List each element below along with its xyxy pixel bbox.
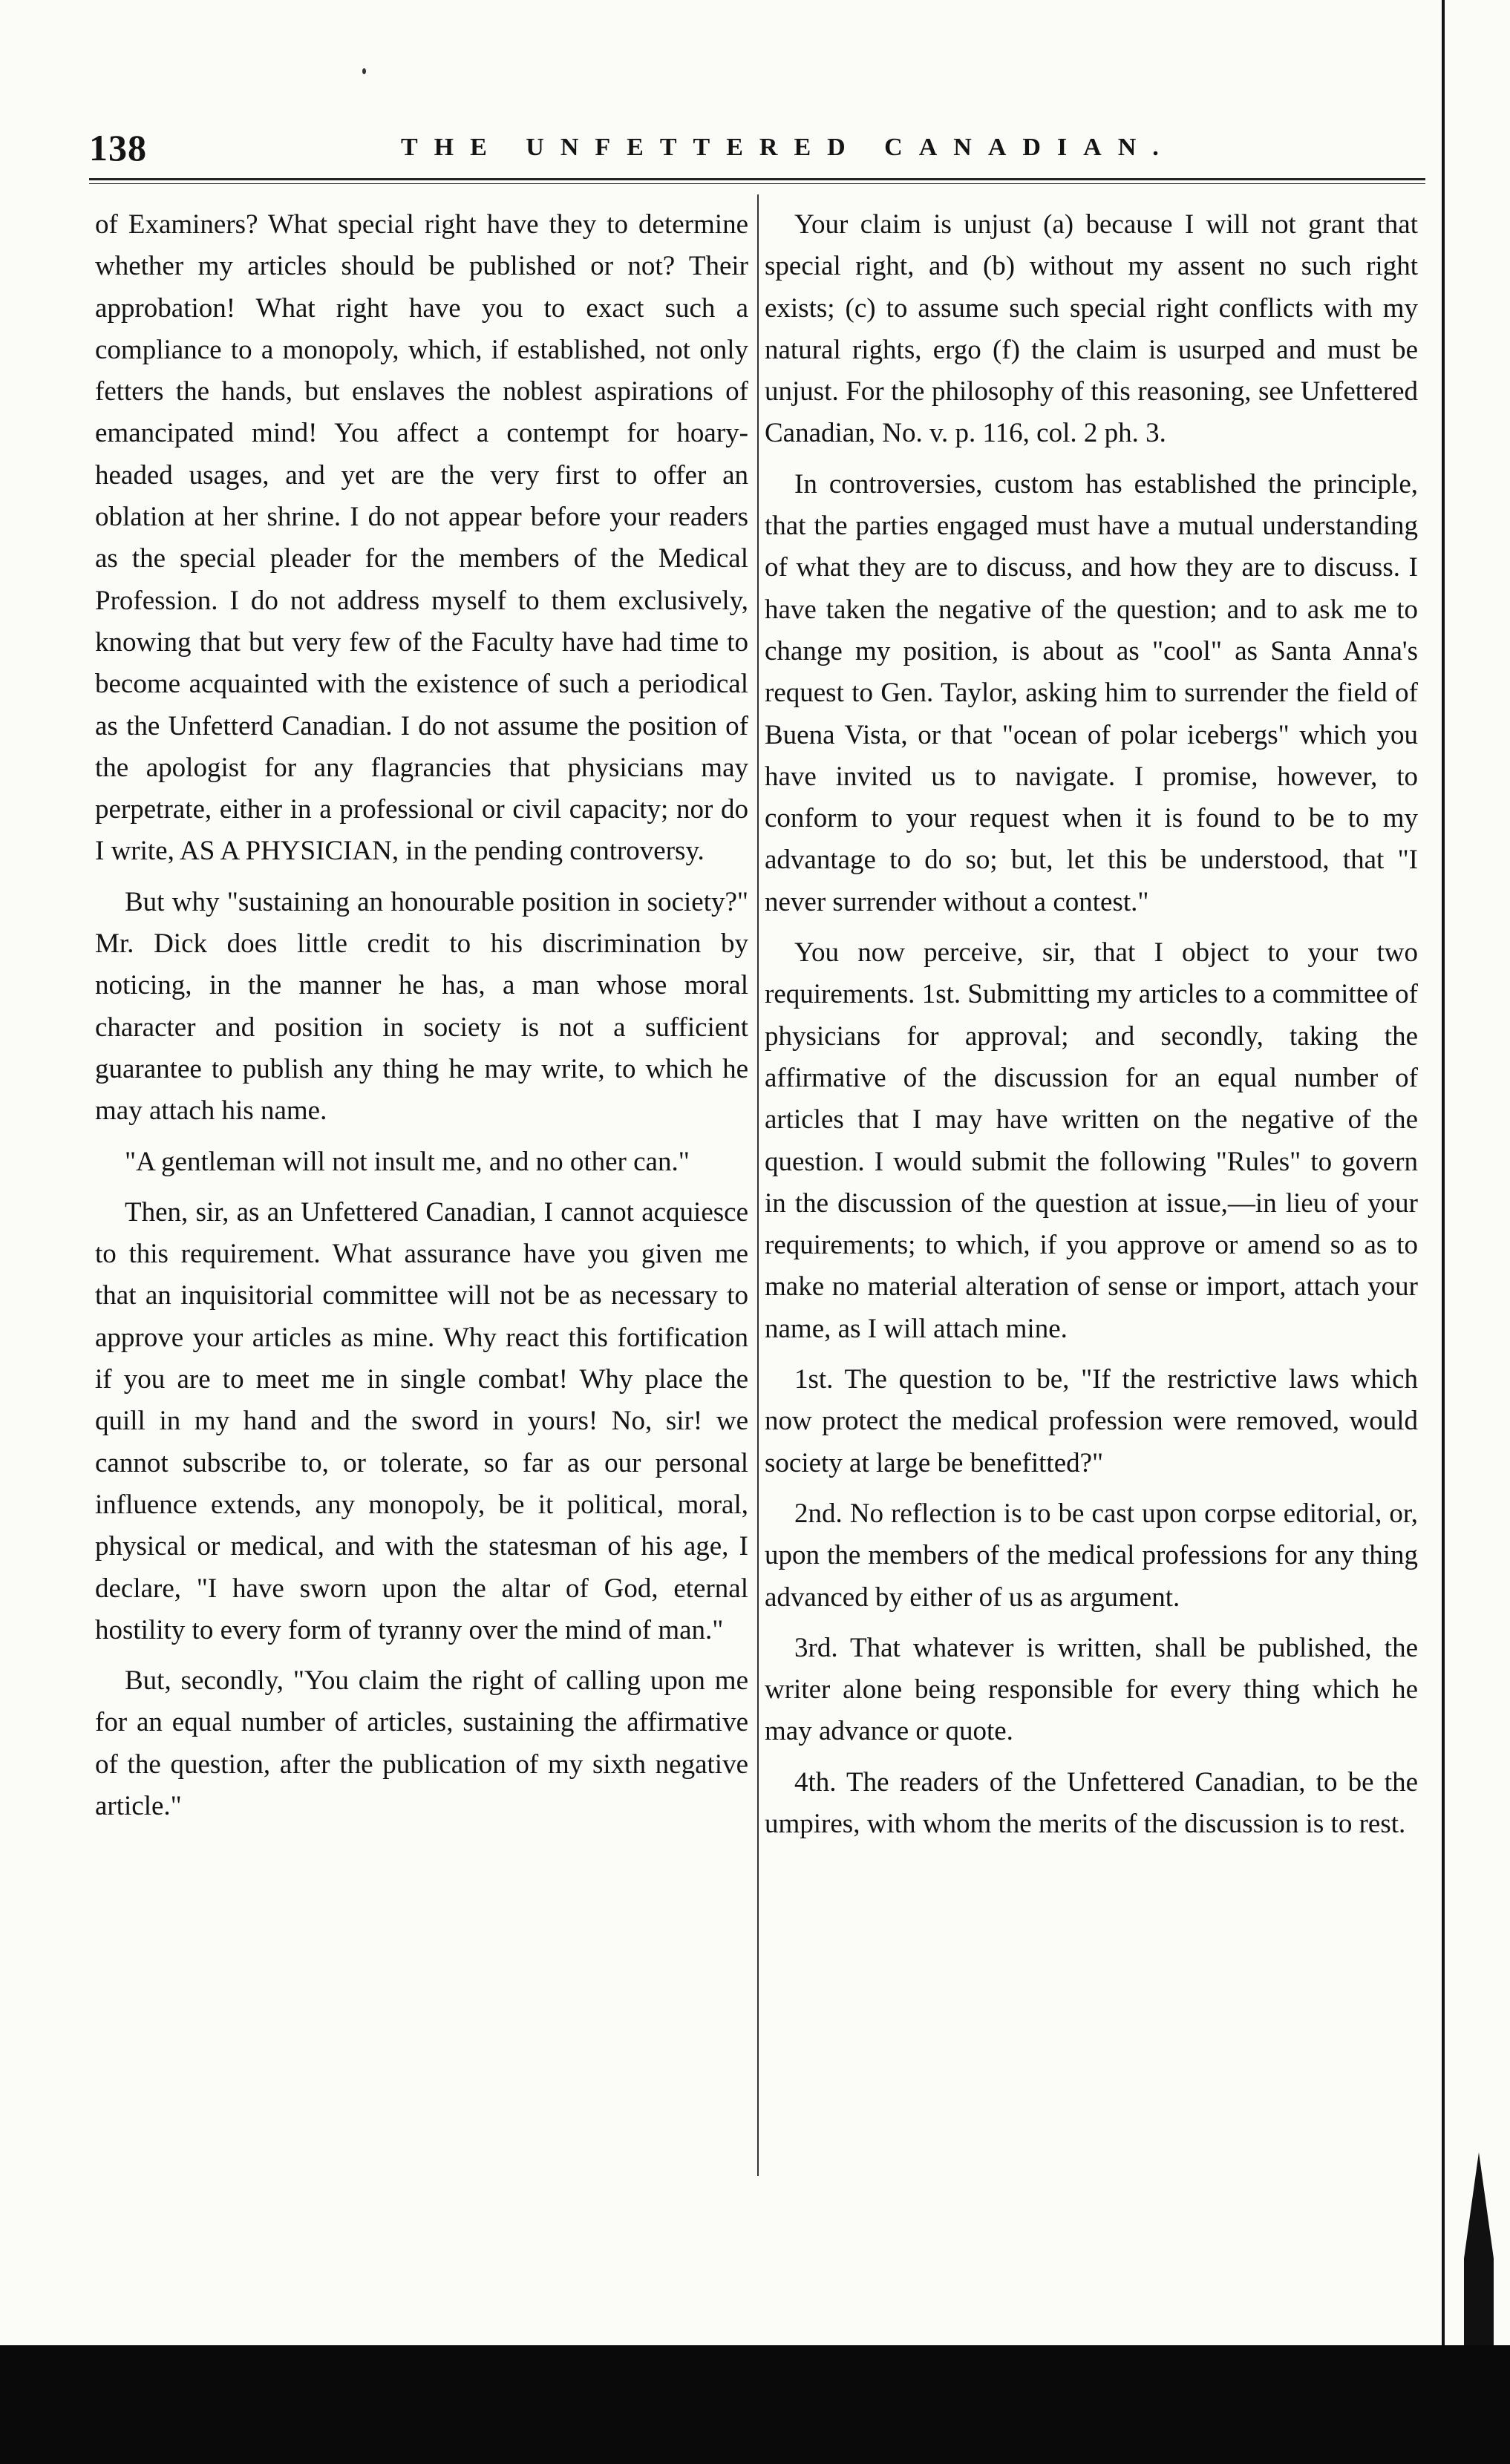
paragraph: 1st. The question to be, "If the restrictive laws which now protect the medical profession were removed, would society at large be benefitted?" bbox=[765, 1364, 1418, 1478]
left-column bbox=[95, 204, 748, 1836]
paragraph: of Examiners? What special right have they to determine whether my articles should be published or not? Their approbation! What right have you to exact such a compliance to a monopoly, which, if established, not only fetters the hands, but enslaves the noblest aspirations of emancipated mind! You affect a contempt for hoary-headed usages, and yet are the very first to offer an oblation at her shrine. I do not appear before your readers as the special pleader for the members of the Medical Profession. I do not address myself to them exclusively, knowing that but very few of the Faculty have had time to become acquainted with the existence of such a periodical as the Unfetterd Canadian. I do not assume the position of the apologist for any flagrancies that physicians may perpetrate, either in a professional or civil capacity; nor do I write, AS A PHYSICIAN, in the pending controversy. bbox=[95, 209, 748, 867]
paragraph: But why "sustaining an honourable position in society?" Mr. Dick does little credit to his discrimination by noticing, in the manner he has, a man whose moral character and position in society is not a sufficient guarantee to publish any thing he may write, to which he may attach his name. bbox=[95, 886, 748, 1127]
paragraph: You now perceive, sir, that I object to your two requirements. 1st. Submitting my articles to a committee of physicians for approval; and secondly, taking the affirmative of the discussion for an equal number of articles that I may have written on the negative of the question. I would submit the following "Rules" to govern in the discussion of the question at issue,—in lieu of your requirements; to which, if you approve or amend so as to make no material alteration of sense or import, attach your name, as I will attach mine. bbox=[765, 937, 1418, 1344]
column-divider bbox=[757, 194, 759, 2176]
paragraph: Then, sir, as an Unfettered Canadian, I cannot acquiesce to this requirement. What assurance have you given me that an inquisitorial committee will not be as necessary to approve your articles as mine. Why react this fortification if you are to meet me in single combat! Why place the quill in my hand and the sword in yours! No, sir! we cannot subscribe to, or tolerate, so far as our personal influence extends, any monopoly, be it political, moral, physical or medical, and with the statesman of his age, I declare, "I have sworn upon the altar of God, eternal hostility to every form of tyranny over the mind of man." bbox=[95, 1196, 748, 1645]
binding-shadow bbox=[1464, 2152, 1494, 2345]
paragraph: "A gentleman will not insult me, and no other can." bbox=[125, 1146, 690, 1177]
right-column bbox=[765, 204, 1418, 1854]
paper-speck bbox=[362, 68, 366, 74]
scan-bottom-border bbox=[0, 2345, 1510, 2464]
paragraph: In controversies, custom has established the principle, that the parties engaged must have a mutual understanding of what they are to discuss, and how they are to discuss. I have taken the negative of the question; and to ask me to change my position, is about as "cool" as Santa Anna's request to Gen. Taylor, asking him to surrender the field of Buena Vista, or that "ocean of polar icebergs" which you have invited us to navigate. I promise, however, to conform to your request when it is found to be to my advantage to do so; but, let this be understood, that "I never surrender without a contest." bbox=[765, 468, 1418, 917]
paragraph: Your claim is unjust (a) because I will not grant that special right, and (b) without my assent no such right exists; (c) to assume such special right conflicts with my natural rights, ergo (f) the claim is usurped and must be unjust. For the philosophy of this reasoning, see Unfettered Canadian, No. v. p. 116, col. 2 ph. 3. bbox=[765, 209, 1418, 449]
paragraph: 2nd. No reflection is to be cast upon corpse editorial, or, upon the members of the medical professions for any thing advanced by either of us as argument. bbox=[765, 1498, 1418, 1613]
paragraph: 3rd. That whatever is written, shall be published, the writer alone being responsible for every thing which he may advance or quote. bbox=[765, 1632, 1418, 1747]
page-header bbox=[89, 126, 1425, 171]
running-title: THE UNFETTERED CANADIAN. bbox=[401, 134, 1175, 161]
page-edge-line bbox=[1442, 0, 1445, 2345]
page-number: 138 bbox=[89, 127, 147, 168]
paragraph: 4th. The readers of the Unfettered Canadian, to be the umpires, with whom the merits of the discussion is to rest. bbox=[765, 1766, 1418, 1839]
header-rule bbox=[89, 178, 1425, 184]
paragraph: But, secondly, "You claim the right of calling upon me for an equal number of articles, sustaining the affirmative of the question, after the publication of my sixth negative article." bbox=[95, 1665, 748, 1821]
